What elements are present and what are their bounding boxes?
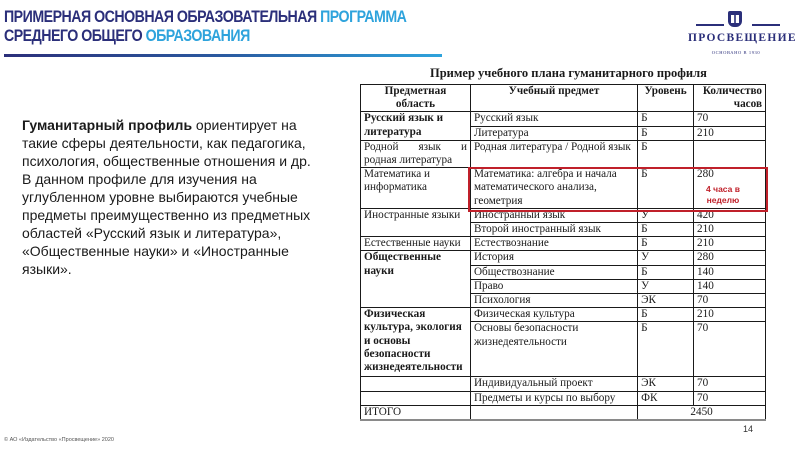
copyright: © АО «Издательство «Просвещение» 2020 <box>4 437 114 443</box>
table-row <box>361 112 766 126</box>
curriculum-table <box>360 84 766 421</box>
level-cell: ЭК <box>638 377 694 391</box>
header-subject: Учебный предмет <box>470 85 637 112</box>
subject-cell: Обществознание <box>470 265 637 279</box>
level-cell: Б <box>638 265 694 279</box>
hours-cell: 70 <box>694 294 766 308</box>
level-cell: Б <box>638 322 694 377</box>
area-cell: Физическая культура, экология и основы безопасности жизнедеятельности <box>361 308 471 377</box>
table-row <box>361 391 766 405</box>
total-value: 2450 <box>638 405 766 420</box>
hours-cell: 420 <box>694 208 766 222</box>
level-cell: Б <box>638 126 694 140</box>
hours-cell: 210 <box>694 237 766 251</box>
area-cell <box>361 377 471 391</box>
profile-lead: Гуманитарный профиль <box>22 117 193 133</box>
table-row <box>361 140 766 167</box>
hours-cell: 140 <box>694 279 766 293</box>
area-cell: Естественные науки <box>361 237 471 251</box>
subject-cell: Второй иностранный язык <box>470 223 637 237</box>
header-area: Предметная область <box>361 85 471 112</box>
shield-emblem-icon <box>728 11 742 27</box>
hours-cell: 70 <box>694 391 766 405</box>
page-number: 14 <box>743 424 754 434</box>
subject-cell: Физическая культура <box>470 308 637 322</box>
title-line-2: СРЕДНЕГО ОБЩЕГО ОБРАЗОВАНИЯ <box>4 27 250 45</box>
table-row <box>361 237 766 251</box>
table-header-row <box>361 85 766 112</box>
total-empty <box>470 405 637 420</box>
table-row <box>361 251 766 265</box>
subject-cell: История <box>470 251 637 265</box>
subject-cell: Литература <box>470 126 637 140</box>
hours-cell: 140 <box>694 265 766 279</box>
subject-cell: Русский язык <box>470 112 637 126</box>
hours-cell: 280 <box>694 168 766 209</box>
hours-cell: 210 <box>694 223 766 237</box>
title-line-1: ПРИМЕРНАЯ ОСНОВНАЯ ОБРАЗОВАТЕЛЬНАЯ ПРОГРАММА <box>4 8 407 26</box>
logo-rule-right <box>752 24 780 26</box>
subject-cell: Основы безопасности жизнедеятельности <box>470 322 637 377</box>
publisher-logo <box>688 6 797 60</box>
total-row <box>361 405 766 420</box>
subject-cell: Индивидуальный проект <box>470 377 637 391</box>
area-cell: Родной язык и родная литература <box>361 140 471 167</box>
area-cell: Математика и информатика <box>361 168 471 209</box>
level-cell: Б <box>638 223 694 237</box>
level-cell: Б <box>638 140 694 167</box>
header-divider <box>4 54 442 57</box>
subject-cell: Предметы и курсы по выбору <box>470 391 637 405</box>
table-row <box>361 208 766 222</box>
logo-name: ПРОСВЕЩЕНИЕ <box>688 32 797 44</box>
level-cell: У <box>638 279 694 293</box>
hours-cell: 70 <box>694 322 766 377</box>
level-cell: Б <box>638 112 694 126</box>
hours-per-week-note: 4 часа в неделю <box>706 184 740 205</box>
hours-cell <box>694 140 766 167</box>
table-row <box>361 377 766 391</box>
total-label: ИТОГО <box>361 405 471 420</box>
table-title: Пример учебного плана гуманитарного профиля <box>430 66 707 80</box>
hours-cell: 210 <box>694 126 766 140</box>
area-cell: Общественные науки <box>361 251 471 308</box>
area-cell: Иностранные языки <box>361 208 471 236</box>
subject-cell: Иностранный язык <box>470 208 637 222</box>
level-cell: ЭК <box>638 294 694 308</box>
area-cell: Русский язык и литература <box>361 112 471 140</box>
subject-cell: Психология <box>470 294 637 308</box>
hours-cell: 280 <box>694 251 766 265</box>
area-cell <box>361 391 471 405</box>
logo-rule-left <box>696 24 724 26</box>
level-cell: Б <box>638 168 694 209</box>
table-row <box>361 308 766 322</box>
subject-cell: Математика: алгебра и начала математического анализа, геометрия <box>470 168 637 209</box>
hours-cell: 210 <box>694 308 766 322</box>
profile-text: ориентирует на такие сферы деятельности, как педагогика, психология, общественные отношения и др. В данном профиле для изучения на углубленном уровне выбираются учебные предметы преимущественно из предметных областей «Русский язык и литература», «Общественные науки» и «Иностранные языки». <box>22 117 311 277</box>
header-hours: Количество часов <box>694 85 766 112</box>
level-cell: Б <box>638 237 694 251</box>
subject-cell: Естествознание <box>470 237 637 251</box>
level-cell: У <box>638 251 694 265</box>
subject-cell: Родная литература / Родной язык <box>470 140 637 167</box>
hours-cell: 70 <box>694 112 766 126</box>
profile-description <box>22 116 322 278</box>
header-level: Уровень <box>638 85 694 112</box>
level-cell: ФК <box>638 391 694 405</box>
logo-since: ОСНОВАНО В 1930 <box>711 50 761 55</box>
level-cell: Б <box>638 308 694 322</box>
level-cell: У <box>638 208 694 222</box>
hours-cell: 70 <box>694 377 766 391</box>
subject-cell: Право <box>470 279 637 293</box>
slide-title <box>4 8 407 46</box>
